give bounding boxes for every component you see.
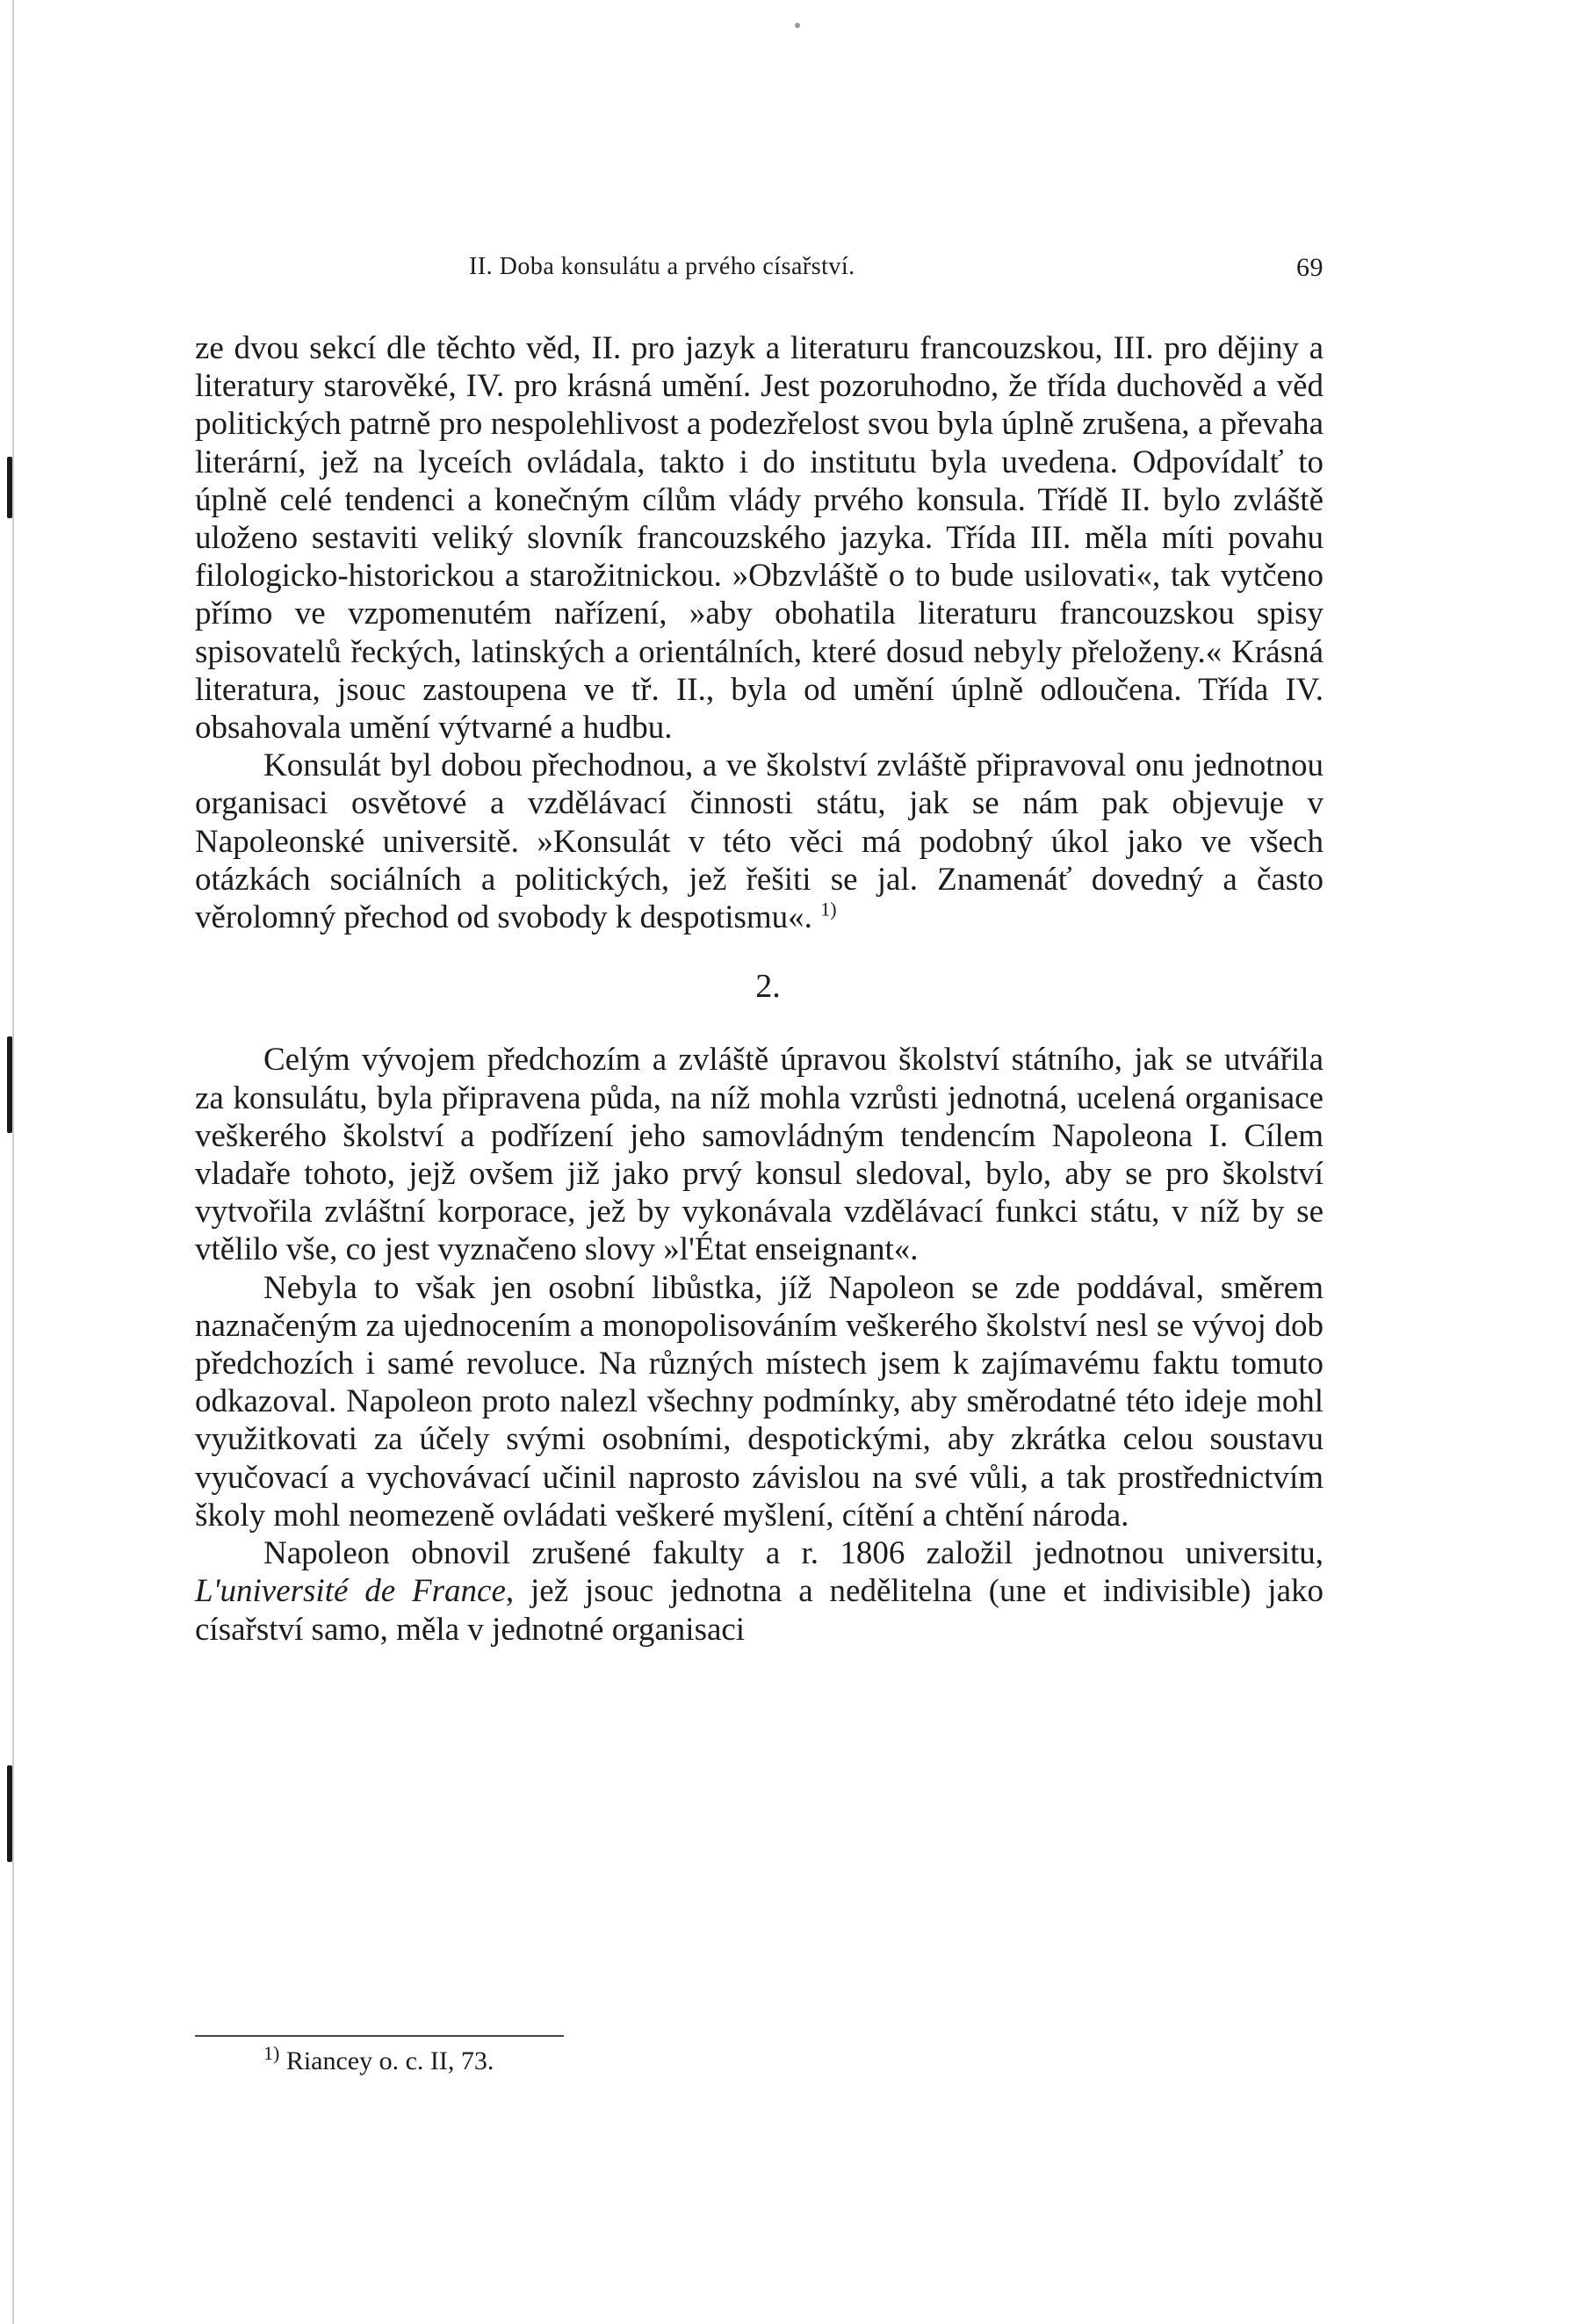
running-head (195, 253, 1324, 288)
footnote (263, 2042, 494, 2076)
paragraph-universita (195, 1534, 1324, 1649)
section-number: 2. (755, 968, 781, 1006)
paragraph-konsulat (195, 747, 1324, 936)
scan-edge-mark (7, 1036, 12, 1133)
footnote-divider (195, 2035, 564, 2037)
scan-edge-mark (7, 1765, 12, 1862)
footnote-marker: 1) (263, 2042, 280, 2064)
paragraph-text: Napoleon obnovil zrušené fakulty a r. 1806 založil jednotnou universitu, (263, 1535, 1324, 1572)
page-number: 69 (1296, 253, 1324, 282)
footnote-reference: 1) (820, 898, 837, 920)
paragraph-text: Konsulát byl dobou přechodnou, a ve školství zvláště připravoval onu jednotnou organisaci osvětové a vzdělávací činnosti státu, jak se nám pak objevuje v Napoleonské universitě. »Konsulát v této věci má podobný úkol jako ve všech otázkách sociálních a politických, jež řešiti se jal. Znamenáť dovedný a často věrolomný přechod od svobody k despotismu«. (195, 747, 1324, 936)
paragraph-vyvoj: Celým vývojem předchozím a zvláště úpravou školství státního, jak se utvářila za konsulátu, byla připravena půda, na níž mohla vzrůsti jednotná, ucelená organisace veškerého školství a podřízení jeho samovládným tendencím Napoleona I. Cílem vladaře tohoto, jejž ovšem již jako prvý konsul sledoval, bylo, aby se pro školství vytvořila zvláštní korporace, jež by vykonávala vzdělávací funkci státu, v níž by se vtělilo vše, co jest vyznačeno slovy »l'État enseignant«. (195, 1042, 1324, 1268)
university-name: L'université de France (195, 1573, 506, 1610)
scan-dot (795, 23, 800, 28)
paragraph-text: , jež jsouc jednotna a nedělitelna (une et indivisible) jako císařství samo, měla v jednotné organisaci (195, 1573, 1324, 1648)
paragraph-continued: ze dvou sekcí dle těchto věd, II. pro jazyk a literaturu francouzskou, III. pro dějiny a literatury starověké, IV. pro krásná umění. Jest pozoruhodno, že třída duchověd a věd politických patrně pro nespolehlivost a podezřelost svou byla úplně zrušena, a převaha literární, jež na lyceích ovládala, takto i do institutu byla uvedena. Odpovídalť to úplně celé tendenci a konečným cílům vlády prvého konsula. Třídě II. bylo zvláště uloženo sestaviti veliký slovník francouzského jazyka. Třída III. měla míti povahu filologicko-historickou a starožitnickou. »Obzvláště o to bude usilovati«, tak vytčeno přímo ve vzpomenutém nařízení, »aby obohatila literaturu francouzskou spisy spisovatelů řeckých, latinských a orientálních, které dosud nebyly přeloženy.« Krásná literatura, jsouc zastoupena ve tř. II., byla od umění úplně odloučena. Třída IV. obsahovala umění výtvarné a hudbu. (195, 330, 1324, 747)
scan-edge-mark (7, 457, 12, 518)
paragraph-libustka: Nebyla to však jen osobní libůstka, jíž Napoleon se zde poddával, směrem naznačeným za ujednocením a monopolisováním veškerého školství nesl se vývoj dob předchozích i samé revoluce. Na různých místech jsem k zajímavému faktu tomuto odkazoval. Napoleon proto nalezl všechny podmínky, aby směrodatné této ideje mohl využitkovati za účely svými osobními, despotickými, aby zkrátka celou soustavu vyučovací a vychovávací učinil naprosto závislou na své vůli, a tak prostřednictvím školy mohl neomezeně ovládati veškeré myšlení, cítění a chtění národa. (195, 1269, 1324, 1534)
running-title: II. Doba konsulátu a prvého císařství. (469, 253, 855, 280)
body-text (195, 329, 1324, 1649)
scan-edge-line (12, 0, 14, 2324)
footnote-text: Riancey o. c. II, 73. (285, 2046, 494, 2075)
